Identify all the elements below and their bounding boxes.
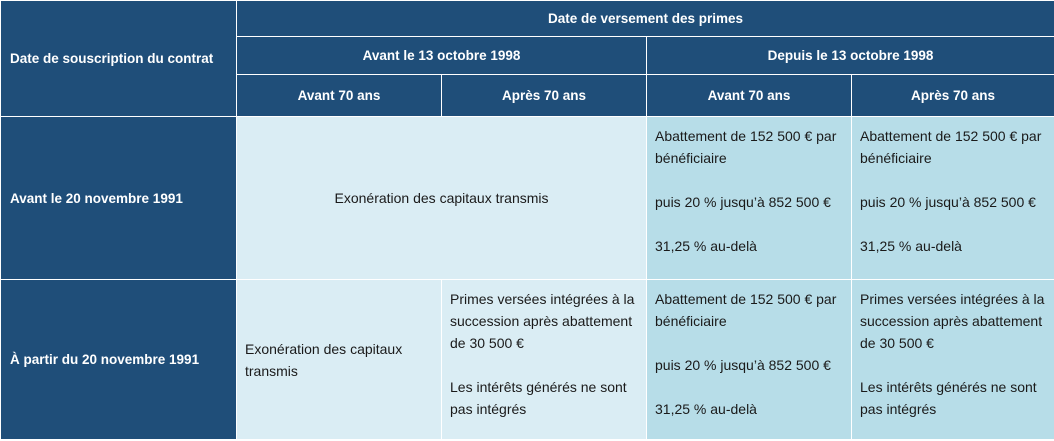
premium-date-header: Date de versement des primes [237,1,1054,37]
age-header-before-70: Avant 70 ans [647,75,852,117]
allowance-cell [852,117,1054,280]
cell-line: puis 20 % jusqu’à 852 500 € [860,194,1036,210]
table-row [1,117,1054,280]
cell-line: 31,25 % au-delà [860,238,962,254]
allowance-cell [647,280,852,440]
row-label: À partir du 20 novembre 1991 [1,280,237,440]
contract-date-header: Date de souscription du contrat [1,1,237,117]
period-since-1998-header: Depuis le 13 octobre 1998 [647,37,1054,75]
header-row-1 [1,1,1054,37]
cell-line: puis 20 % jusqu’à 852 500 € [655,194,831,210]
cell-line: Les intérêts générés ne sont pas intégrés [860,379,1037,417]
cell-line: Abattement de 152 500 € par bénéficiaire [655,291,837,329]
cell-line: Les intérêts générés ne sont pas intégrés [450,379,627,417]
allowance-cell [647,117,852,280]
cell-line: 31,25 % au-delà [655,401,757,417]
age-header-after-70: Après 70 ans [852,75,1054,117]
age-header-before-70: Avant 70 ans [237,75,442,117]
cell-line: Abattement de 152 500 € par bénéficiaire [655,128,837,166]
table-row [1,280,1054,440]
premiums-cell [852,280,1054,440]
exoneration-cell: Exonération des capitaux transmis [237,117,647,280]
cell-line: Abattement de 152 500 € par bénéficiaire [860,128,1042,166]
row-label: Avant le 20 novembre 1991 [1,117,237,280]
age-header-after-70: Après 70 ans [442,75,647,117]
period-before-1998-header: Avant le 13 octobre 1998 [237,37,647,75]
exoneration-cell: Exonération des capitaux transmis [237,280,442,440]
premiums-cell [442,280,647,440]
cell-line: Primes versées intégrées à la succession après abattement de 30 500 € [450,291,635,351]
cell-line: puis 20 % jusqu’à 852 500 € [655,357,831,373]
cell-line: 31,25 % au-delà [655,238,757,254]
cell-line: Primes versées intégrées à la succession après abattement de 30 500 € [860,291,1045,351]
